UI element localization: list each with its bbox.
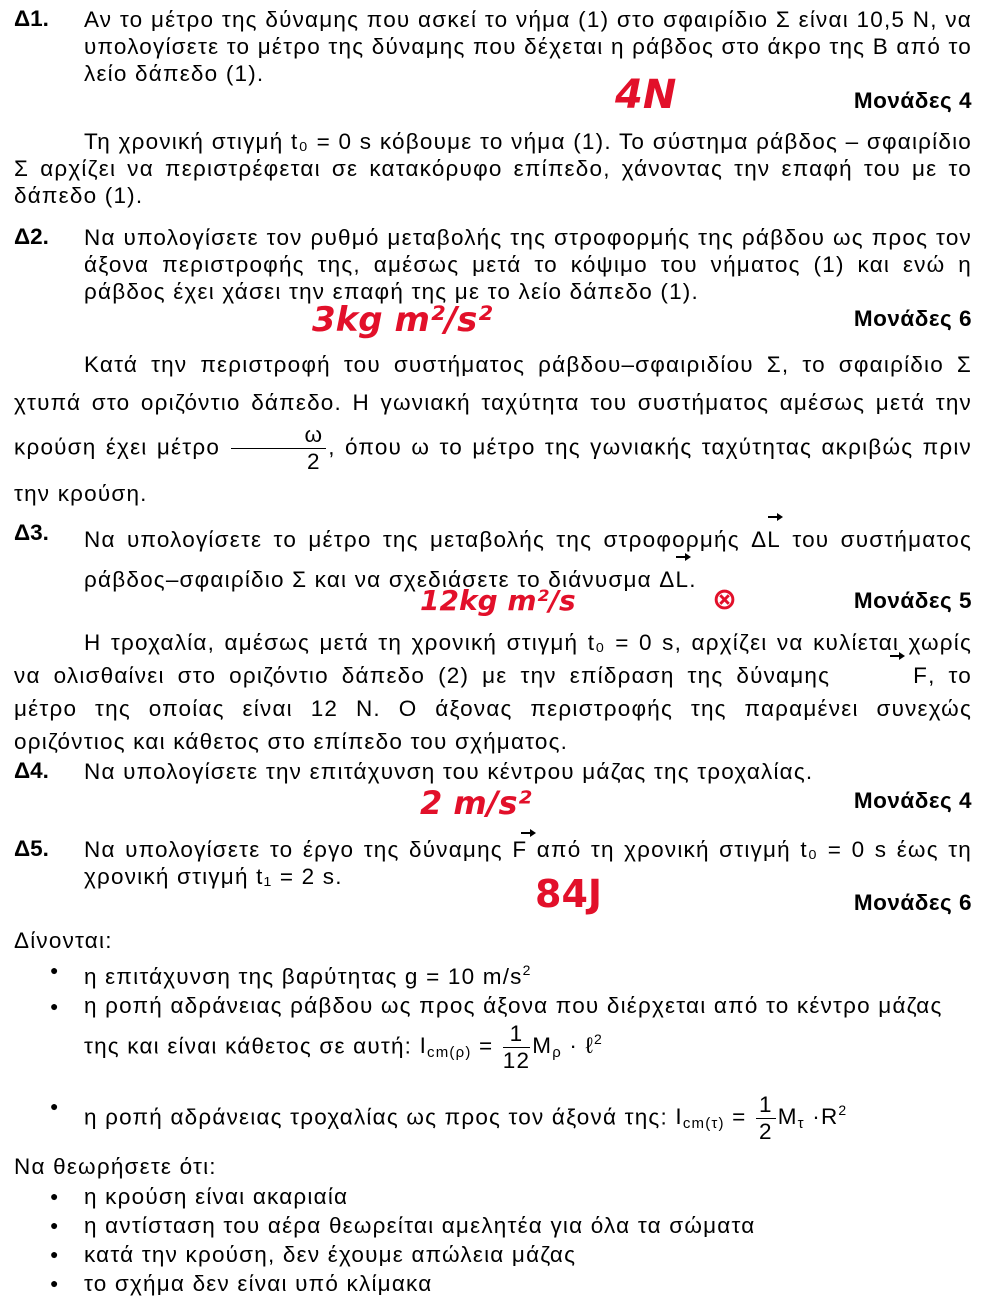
- assume-item: ● κατά την κρούση, δεν έχουμε απώλεια μάζας: [50, 1240, 972, 1269]
- marks-label: Μονάδες 4: [853, 788, 972, 813]
- formula-symbol: I: [675, 1104, 683, 1130]
- paragraph-text: , όπου ω το μέτρο της γωνιακής ταχύτητας ακριβώς πριν την κρούση.: [14, 434, 972, 506]
- given-gravity: η επιτάχυνση της βαρύτητας g = 10 m/s: [84, 964, 523, 989]
- question-number: Δ5.: [14, 836, 49, 861]
- paragraph-text: , το μέτρο της οποίας είναι 12 Ν. Ο άξονας περιστροφής της παραμένει συνεχώς οριζόντιος και κάθετος στο επίπεδο του σχήματος.: [14, 663, 973, 754]
- pulley-formula: $I_{cm(\tau)}$ = $\frac{1}{2}$ $M_\tau \cdot R^2$: [675, 1092, 848, 1144]
- paragraph-text: Κατά την περιστροφή του συστήματος ράβδου–σφαιριδίου Σ, το σφαιρίδιο Σ χτυπά στο οριζόντιο δάπεδο. Η γωνιακή ταχύτητα του συστήματος αμέσως μετά την κρούση έχει μέτρο: [14, 352, 972, 460]
- question-text: Να υπολογίσετε τον ρυθμό μεταβολής της στροφορμής της ράβδου ως προς τον άξονα περιστροφής της, αμέσως μετά το κόψιμο του νήματος (1) και ενώ η ράβδος έχει χάσει την επαφή της με το λείο δάπεδο (1).: [84, 225, 972, 304]
- rod-formula: $I_{cm(\rho)}$ = $\frac{1}{12}$ $M_\rho$ · ℓ$^2$: [419, 1021, 603, 1073]
- question-text: Να υπολογίσετε το μέτρο της μεταβολής της στροφορμής ΔL του συστήματος ράβδος–σφαιρίδιο Σ και να σχεδιάσετε το διάνυσμα ΔL.: [84, 520, 972, 600]
- vector-F: F: [512, 837, 528, 862]
- context-paragraph: [14, 346, 972, 513]
- question-d5: [14, 836, 972, 890]
- assume-item: ● η αντίσταση του αέρα θεωρείται αμελητέα για όλα τα σώματα: [50, 1211, 972, 1240]
- formula-symbol: M: [777, 1104, 798, 1130]
- given-rod-text: η ροπή αδράνειας ράβδου ως προς άξονα που διέρχεται από το κέντρο μάζας της και είναι κάθετος σε αυτή:: [84, 993, 943, 1059]
- assume-item: ● το σχήμα δεν είναι υπό κλίμακα: [50, 1269, 972, 1298]
- formula-symbol: · ℓ: [569, 1033, 594, 1059]
- handwritten-answer: 4N: [615, 72, 677, 118]
- paragraph-text: Η τροχαλία, αμέσως μετά τη χρονική στιγμή t₀ = 0 s, αρχίζει να κυλίεται χωρίς να ολισθαίνει στο οριζόντιο δάπεδο (2) με την επίδραση της δύναμης: [14, 630, 972, 688]
- marks-label: Μονάδες 5: [853, 588, 972, 613]
- context-paragraph: [14, 626, 972, 758]
- fraction-denominator: 12: [502, 1048, 531, 1073]
- given-item: [50, 1092, 972, 1145]
- vector-F: F: [843, 659, 928, 692]
- vector-delta-L: ΔL: [659, 560, 689, 600]
- fraction-denominator: 2: [758, 1119, 773, 1144]
- fraction: [503, 1021, 530, 1074]
- question-d2: [14, 224, 972, 305]
- given-list: [50, 956, 972, 1145]
- formula-symbol: M: [532, 1033, 553, 1059]
- given-title: Δίνονται:: [14, 928, 113, 953]
- question-d4: [14, 758, 972, 785]
- fraction-numerator: ω: [231, 422, 326, 449]
- handwritten-answer: 12kg m²/s: [420, 584, 576, 617]
- marks-label: Μονάδες 6: [853, 890, 972, 915]
- question-number: Δ4.: [14, 758, 49, 783]
- question-text-a: Να υπολογίσετε το έργο της δύναμης: [84, 837, 503, 862]
- handwritten-answer: 3kg m²/s²: [312, 300, 493, 340]
- formula-symbol: ·R: [812, 1104, 839, 1130]
- marks-label: Μονάδες 4: [853, 88, 972, 113]
- question-number: Δ2.: [14, 224, 49, 249]
- marks-label: Μονάδες 6: [853, 306, 972, 331]
- question-number: Δ1.: [14, 6, 49, 31]
- fraction-numerator: 1: [503, 1021, 530, 1048]
- fraction: [756, 1092, 776, 1145]
- fraction: [231, 422, 326, 475]
- question-text-b: από τη χρονική στιγμή t₀ = 0 s έως τη χρονική στιγμή t₁ = 2 s.: [84, 837, 973, 889]
- given-item: [50, 956, 972, 991]
- handwritten-answer: 84J: [535, 872, 603, 916]
- formula-subscript: ρ: [552, 1044, 562, 1062]
- formula-subscript: cm(ρ): [427, 1044, 472, 1062]
- exponent: 2: [838, 1102, 848, 1119]
- question-text: Να υπολογίσετε την επιτάχυνση του κέντρου μάζας της τροχαλίας.: [84, 759, 814, 784]
- formula-subscript: cm(τ): [682, 1115, 725, 1133]
- into-page-symbol: ⊗: [712, 582, 738, 617]
- assume-list: [50, 1182, 972, 1298]
- fraction-denominator: 2: [306, 449, 321, 474]
- question-text: Αν το μέτρο της δύναμης που ασκεί το νήμα (1) στο σφαιρίδιο Σ είναι 10,5 Ν, να υπολογίσετε το μέτρο της δύναμης που δέχεται η ράβδος στο άκρο της Β από το λείο δάπεδο (1).: [84, 7, 972, 86]
- vector-delta-L: ΔL: [751, 520, 781, 560]
- given-pulley-text: η ροπή αδράνειας τροχαλίας ως προς τον άξονά της:: [84, 1104, 668, 1130]
- context-paragraph: Τη χρονική στιγμή t₀ = 0 s κόβουμε το νήμα (1). Το σύστημα ράβδος – σφαιρίδιο Σ αρχίζει να περιστρέφεται σε κατακόρυφο επίπεδο, χάνοντας την επαφή του με το δάπεδο (1).: [14, 129, 972, 208]
- assume-item: ● η κρούση είναι ακαριαία: [50, 1182, 972, 1211]
- formula-subscript: τ: [797, 1115, 805, 1133]
- given-item: [50, 991, 972, 1074]
- question-text: [84, 836, 972, 890]
- question-number: Δ3.: [14, 520, 49, 545]
- question-text-a: Να υπολογίσετε το μέτρο της μεταβολής της στροφορμής: [84, 527, 740, 552]
- exponent: 2: [522, 962, 532, 978]
- fraction-numerator: 1: [756, 1092, 776, 1119]
- exponent: 2: [594, 1031, 603, 1048]
- handwritten-answer: 2 m/s²: [420, 784, 532, 822]
- question-d1: [14, 6, 972, 87]
- assume-title: Να θεωρήσετε ότι:: [14, 1154, 217, 1179]
- question-text-b: του συστήματος ράβδος–σφαιρίδιο Σ και να σχεδιάσετε το διάνυσμα: [84, 527, 972, 592]
- formula-symbol: I: [419, 1033, 428, 1059]
